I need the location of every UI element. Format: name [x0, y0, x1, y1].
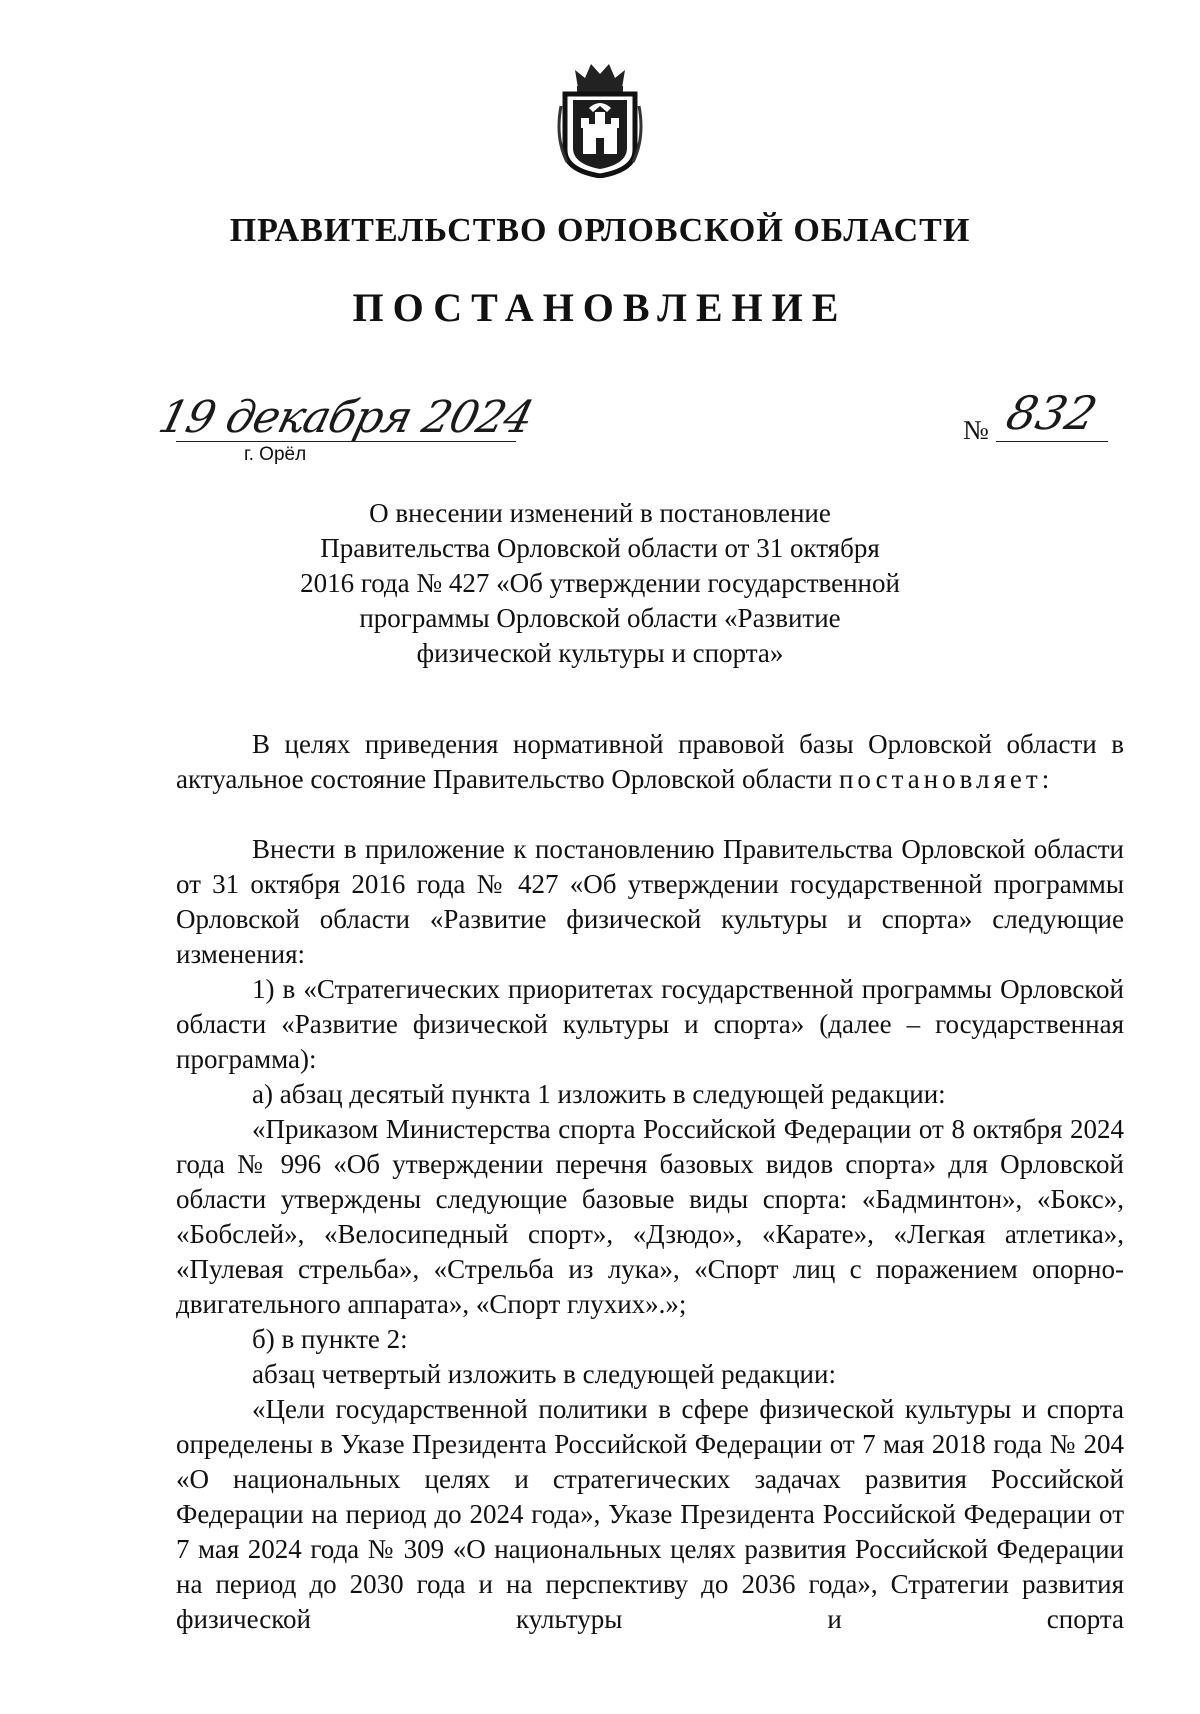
preamble-keyword: постановляет:	[838, 764, 1054, 794]
document-body	[176, 727, 1124, 1637]
coat-of-arms-icon	[553, 58, 647, 178]
handwritten-number: 832	[1001, 386, 1103, 440]
handwritten-date: 19 декабря 2024	[153, 392, 538, 443]
quote-b-paragraph: «Цели государственной политики в сфере физической культуры и спорта определены в Указе Президента Российской Федерации от 7 мая 2018 года № 204 «О национальных целях и стратегических задачах развития Российской Федерации на период до 2024 года», Указе Президента Российской Федерации от 7 мая 2024 года № 309 «О национальных целях развития Российской Федерации на период до 2030 года и на перспективу до 2036 года», Стратегии развития физической культуры и спорта	[176, 1394, 1124, 1634]
preamble-paragraph	[176, 727, 1124, 797]
intro-paragraph: Внести в приложение к постановлению Правительства Орловской области от 31 октября 2016 года № 427 «Об утверждении государственной программы Орловской области «Развитие физической культуры и спорта» следующие изменения:	[176, 834, 1124, 969]
preamble-text: В целях приведения нормативной правовой базы Орловской области в актуальное состояние Правительство Орловской области	[176, 729, 1124, 794]
subject-line: Правительства Орловской области от 31 октября	[320, 533, 880, 563]
date-underline	[176, 441, 516, 442]
number-underline	[996, 441, 1108, 442]
subject-line: программы Орловской области «Развитие	[359, 603, 841, 633]
city-label: г. Орёл	[244, 444, 307, 465]
subject-line: О внесении изменений в постановление	[369, 498, 831, 528]
document-type-title: ПОСТАНОВЛЕНИЕ	[352, 285, 848, 330]
paragraph-gap	[176, 797, 1124, 832]
item-a-paragraph: а) абзац десятый пункта 1 изложить в следующей редакции:	[252, 1079, 946, 1109]
number-label: №	[963, 415, 989, 445]
subject-line: 2016 года № 427 «Об утверждении государственной	[300, 568, 900, 598]
item-1-paragraph: 1) в «Стратегических приоритетах государственной программы Орловской области «Развитие физической культуры и спорта» (далее – государственная программа):	[176, 974, 1124, 1074]
document-subject	[200, 496, 1000, 671]
subject-line: физической культуры и спорта»	[416, 638, 784, 668]
quote-a-paragraph: «Приказом Министерства спорта Российской Федерации от 8 октября 2024 года № 996 «Об утверждении перечня базовых видов спорта» для Орловской области утверждены следующие базовые виды спорта: «Бадминтон», «Бокс», «Бобслей», «Велосипедный спорт», «Дзюдо», «Карате», «Легкая атлетика», «Пулевая стрельба», «Стрельба из лука», «Спорт лиц с поражением опорно-двигательного аппарата», «Спорт глухих».»;	[176, 1114, 1124, 1319]
item-b-sub-paragraph: абзац четвертый изложить в следующей редакции:	[252, 1359, 836, 1389]
item-b-paragraph: б) в пункте 2:	[252, 1324, 408, 1354]
organization-title: ПРАВИТЕЛЬСТВО ОРЛОВСКОЙ ОБЛАСТИ	[229, 212, 971, 249]
